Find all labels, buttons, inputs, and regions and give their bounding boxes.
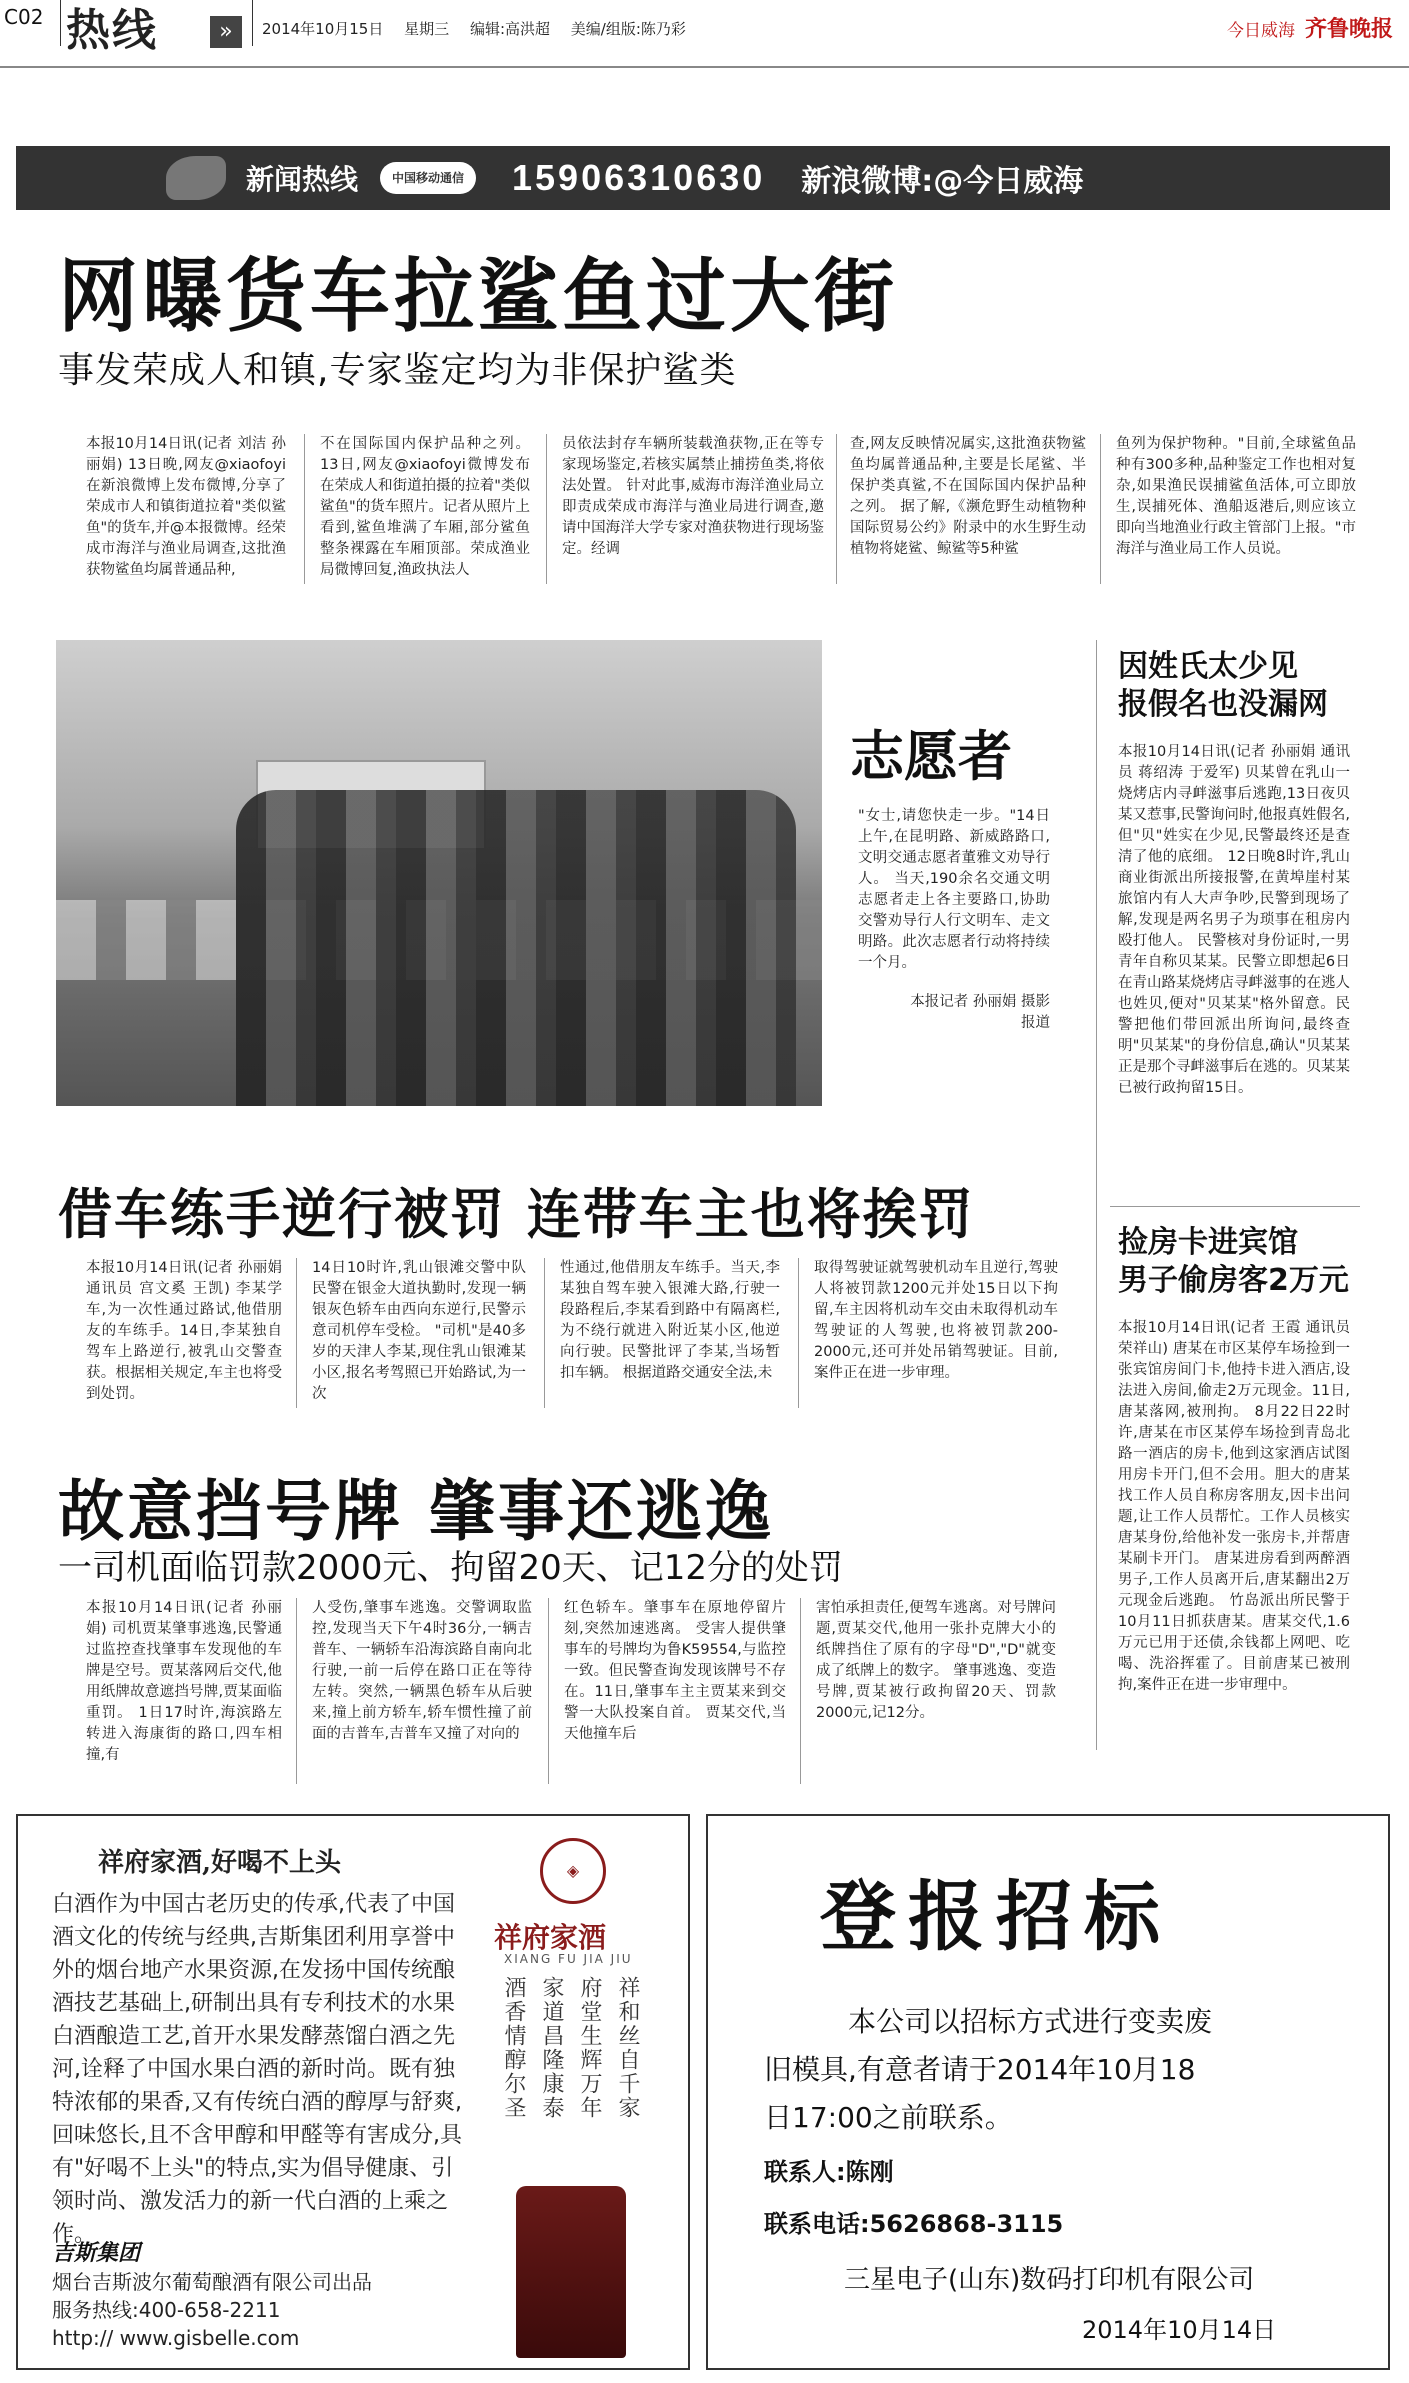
wine-ad bbox=[16, 1814, 690, 2370]
col-divider bbox=[798, 1258, 799, 1408]
section-label: 热线 bbox=[66, 5, 158, 56]
tender-line1: 本公司以招标方式进行变卖废 bbox=[848, 2005, 1213, 2038]
tender-line3: 日17:00之前联系。 bbox=[764, 2101, 1013, 2134]
sidebar-rule bbox=[1110, 1206, 1360, 1207]
hotline-label: 新闻热线 bbox=[246, 163, 359, 196]
section-arrow-icon: » bbox=[210, 16, 242, 48]
verse-col: 酒香情醇尔圣 bbox=[501, 1976, 526, 2120]
volunteer-caption: "女士,请您快走一步。"14日上午,在昆明路、新威路路口,文明交通志愿者董雅文劝导行人。 当天,190余名交通文明志愿者走上各主要路口,协助交警劝导行人行文明车、走文明路。此次志愿者行动将持续一个月。 bbox=[858, 808, 1050, 971]
wine-brand-pinyin: XIANG FU JIA JIU bbox=[504, 1952, 633, 1966]
col-divider bbox=[548, 1598, 549, 1784]
tender-company: 三星电子(山东)数码打印机有限公司 bbox=[844, 2265, 1255, 2295]
volunteer-title: 志愿者 bbox=[850, 725, 1012, 788]
story3-col1: 本报10月14日讯(记者 孙丽娟) 司机贾某肇事逃逸,民警通过监控查找肇事车发现他的车牌是空号。贾某落网后交代,他用纸牌故意遮挡号牌,贾某面临重罚。 1日17时许,海滨路左转进入海康街的路口,四车相撞,有 bbox=[86, 1600, 282, 1763]
sidebar1-title-line2: 报假名也没漏网 bbox=[1118, 687, 1328, 722]
verse-col: 府堂生辉万年 bbox=[577, 1976, 602, 2120]
sidebar2-title-line1: 捡房卡进宾馆 bbox=[1118, 1225, 1298, 1260]
brand-name: 齐鲁晚报 bbox=[1304, 17, 1393, 42]
col-divider bbox=[546, 434, 547, 584]
wine-company: 烟台吉斯波尔葡萄酿酒有限公司出品 bbox=[52, 2270, 372, 2294]
wine-service-line: 服务热线:400-658-2211 bbox=[52, 2298, 281, 2322]
phoenix-logo-icon bbox=[16, 146, 246, 210]
issue-meta bbox=[262, 18, 702, 39]
masthead-brand bbox=[1227, 12, 1393, 43]
verse-col: 祥和丝自千家 bbox=[615, 1976, 640, 2120]
page-folio: C02 bbox=[4, 5, 44, 29]
wine-brand-verse bbox=[498, 1976, 642, 2120]
wine-brand-name: 祥府家酒 bbox=[494, 1921, 607, 1954]
brand-sub: 今日威海 bbox=[1226, 21, 1295, 41]
tender-line2: 旧模具,有意者请于2014年10月18 bbox=[764, 2053, 1196, 2086]
tender-date: 2014年10月14日 bbox=[1082, 2316, 1277, 2344]
verse-col: 家道昌隆康泰 bbox=[539, 1976, 564, 2120]
wine-slogan: 祥府家酒,好喝不上头 bbox=[98, 1848, 342, 1878]
china-mobile-logo: 中国移动通信 bbox=[380, 162, 476, 194]
story1-col4: 查,网友反映情况属实,这批渔获物鲨鱼均属普通品种,主要是长尾鲨、半保护类真鲨,不在国际国内保护品种之列。 据了解,《濒危野生动植物种国际贸易公约》附录中的水生野生动植物将姥鲨、鲸鲨等5种鲨 bbox=[850, 436, 1086, 557]
story2-col3: 性通过,他借朋友车练手。当天,李某独自驾车驶入银滩大路,行驶一段路程后,李某看到路中有隔离栏,为不绕行就进入附近某小区,他逆向行驶。民警批评了李某,当场暂扣车辆。 根据道路交通安全法,未 bbox=[560, 1260, 780, 1381]
news-hotline-banner bbox=[16, 146, 1390, 210]
col-divider bbox=[296, 1598, 297, 1784]
col-divider bbox=[296, 1258, 297, 1408]
wine-seal-icon: ◈ bbox=[540, 1838, 606, 1904]
col-divider bbox=[544, 1258, 545, 1408]
tender-title: 登报招标 bbox=[820, 1872, 1172, 1961]
volunteer-photo bbox=[56, 640, 822, 1106]
hotline-phone: 15906310630 bbox=[512, 157, 766, 198]
issue-weekday: 星期三 bbox=[404, 20, 450, 38]
tender-contact: 联系人:陈刚 bbox=[764, 2158, 894, 2186]
story2-col1: 本报10月14日讯(记者 孙丽娟 通讯员 宫文奚 王凯) 李某学车,为一次性通过路试,他借朋友的车练手。14日,李某独自驾车上路逆行,被乳山交警查获。根据相关规定,车主也将受到处罚。 bbox=[86, 1260, 282, 1402]
design-credit: 美编/组版:陈乃彩 bbox=[570, 20, 686, 38]
sidebar2-title bbox=[1118, 1224, 1349, 1300]
story3-col2: 人受伤,肇事车逃逸。交警调取监控,发现当天下午4时36分,一辆吉普车、一辆轿车沿海滨路自南向北行驶,一前一后停在路口正在等待左转。突然,一辆黑色轿车从后驶来,撞上前方轿车,轿车惯性撞了前面的吉普车,吉普车又撞了对向的 bbox=[312, 1600, 532, 1742]
story3-headline: 故意挡号牌 肇事还逃逸 bbox=[58, 1473, 774, 1550]
sidebar1-title-line1: 因姓氏太少见 bbox=[1118, 649, 1298, 684]
hotline-weibo: 新浪微博:@今日威海 bbox=[801, 164, 1084, 199]
tender-ad bbox=[706, 1814, 1390, 2370]
wine-body: 白酒作为中国古老历史的传承,代表了中国酒文化的传统与经典,吉斯集团利用享誉中外的烟台地产水果资源,在发扬中国传统酿酒技艺基础上,研制出具有专利技术的水果白酒酿造工艺,首开水果发酵蒸馏白酒之先河,诠释了中国水果白酒的新时尚。既有独特浓郁的果香,又有传统白酒的醇厚与舒爽,回味悠长,且不含甲醇和甲醛等有害成分,具有"好喝不上头"的特点,实为倡导健康、引领时尚、激发活力的新一代白酒的上乘之作。 bbox=[52, 1892, 462, 2247]
story3-col4: 害怕承担责任,便驾车逃离。对号牌问题,贾某交代,他用一张扑克牌大小的纸牌挡住了原有的字母"D","D"就变成了纸牌上的数字。 肇事逃逸、变造号牌,贾某被行政拘留20天、罚款2000元,记12分。 bbox=[816, 1600, 1056, 1721]
col-divider bbox=[800, 1598, 801, 1784]
tender-phone: 联系电话:5626868-3115 bbox=[764, 2210, 1064, 2238]
sidebar-divider bbox=[1096, 640, 1097, 1750]
story2-headline: 借车练手逆行被罚 连带车主也将挨罚 bbox=[58, 1183, 975, 1246]
header-divider bbox=[252, 0, 253, 46]
section-tab bbox=[66, 0, 172, 62]
col-divider bbox=[836, 434, 837, 584]
gisi-group-logo: 吉斯集团 bbox=[52, 2241, 141, 2266]
story1-col3: 员依法封存车辆所装载渔获物,正在等专家现场鉴定,若核实属禁止捕捞鱼类,将依法处置。 针对此事,威海市海洋渔业局立即责成荣成市海洋与渔业局进行调查,邀请中国海洋大学专家对渔获物进行现场鉴定。经调 bbox=[562, 436, 824, 557]
col-divider bbox=[304, 434, 305, 584]
issue-date: 2014年10月15日 bbox=[262, 20, 384, 38]
folio-divider bbox=[60, 0, 61, 46]
sidebar1-body: 本报10月14日讯(记者 孙丽娟 通讯员 蒋绍涛 于爱军) 贝某曾在乳山一烧烤店内寻衅滋事后逃跑,13日夜贝某又惹事,民警询问时,他报真姓假名,但"贝"姓实在少见,民警最终还是查清了他的底细。 12日晚8时许,乳山商业街派出所接报警,在黄埠崖村某旅馆内有人大声争吵,民警到现场了解,发现是两名男子为琐事在租房内殴打他人。 民警核对身份证时,一男青年自称贝某某。民警立即想起6日在青山路某烧烤店寻衅滋事的在逃人也姓贝,便对"贝某某"格外留意。民警把他们带回派出所询问,最终查明"贝某某"的身份信息,确认"贝某某正是那个寻衅滋事后在逃的。贝某某已被行政拘留15日。 bbox=[1118, 744, 1350, 1096]
col-divider bbox=[1100, 434, 1101, 584]
story3-col3: 红色轿车。肇事车在原地停留片刻,突然加速逃离。 受害人提供肇事车的号牌均为鲁K59554,与监控一致。但民警查询发现该牌号不存在。11日,肇事车主主贾某来到交警一大队投案自首。 贾某交代,当天他撞车后 bbox=[564, 1600, 786, 1742]
story2-col4: 取得驾驶证就驾驶机动车且逆行,驾驶人将被罚款1200元并处15日以下拘留,车主因将机动车交由未取得机动车驾驶证的人驾驶,也将被罚款200-2000元,还可并处吊销驾驶证。目前,案件正在进一步审理。 bbox=[814, 1260, 1058, 1381]
sidebar2-title-line2: 男子偷房客2万元 bbox=[1118, 1263, 1349, 1298]
story1-subheadline: 事发荣成人和镇,专家鉴定均为非保护鲨类 bbox=[58, 350, 737, 391]
story1-col5: 鱼列为保护物种。"目前,全球鲨鱼品种有300多种,品种鉴定工作也相对复杂,如果渔民误捕鲨鱼活体,可立即放生,误捕死体、渔船返港后,则应该立即向当地渔业行政主管部门上报。"市海洋与渔业局工作人员说。 bbox=[1116, 436, 1356, 557]
story1-headline: 网曝货车拉鲨鱼过大街 bbox=[58, 250, 898, 343]
sidebar2-body: 本报10月14日讯(记者 王霞 通讯员 荣祥山) 唐某在市区某停车场捡到一张宾馆房间门卡,他持卡进入酒店,设法进入房间,偷走2万元现金。11日,唐某落网,被刑拘。 8月22日22时许,唐某在市区某停车场捡到青岛北路一酒店的房卡,他到这家酒店试图用房卡开门,但不会用。胆大的唐某找工作人员自称房客朋友,因卡出问题,让工作人员帮忙。工作人员核实唐某身份,给他补发一张房卡,并帮唐某刷卡开门。 唐某进房看到两醉酒男子,工作人员离开后,唐某翻出2万元现金后逃跑。 竹岛派出所民警于10月11日抓获唐某。唐某交代,1.6万元已用于还债,余钱都上网吧、吃喝、洗浴挥霍了。目前唐某已被刑拘,案件正在进一步审理中。 bbox=[1118, 1320, 1350, 1693]
editor-credit: 编辑:高洪超 bbox=[469, 20, 550, 38]
header-rule bbox=[0, 66, 1409, 68]
story1-col2: 不在国际国内保护品种之列。 13日,网友@xiaofoyi微博发布在荣成人和街道拍摄的拉着"类似鲨鱼"的货车照片。记者从照片上看到,鲨鱼堆满了车厢,部分鲨鱼整条裸露在车厢顶部。荣成渔业局微博回复,渔政执法人 bbox=[320, 436, 530, 578]
sidebar1-title bbox=[1118, 648, 1328, 724]
story1-col1: 本报10月14日讯(记者 刘洁 孙丽娟) 13日晚,网友@xiaofoyi在新浪微博上发布微博,分享了荣成市人和镇街道拉着"类似鲨鱼"的货车,并@本报微博。经荣成市海洋与渔业局调查,这批渔获物鲨鱼均属普通品种, bbox=[86, 436, 286, 578]
wine-bottle-image bbox=[516, 2186, 626, 2358]
crowd-shape bbox=[236, 790, 796, 1106]
wine-url: http:// www.gisbelle.com bbox=[52, 2326, 300, 2350]
story3-subheadline: 一司机面临罚款2000元、拘留20天、记12分的处罚 bbox=[58, 1548, 844, 1588]
volunteer-credit: 本报记者 孙丽娟 摄影报道 bbox=[910, 994, 1050, 1031]
story2-col2: 14日10时许,乳山银滩交警中队民警在银金大道执勤时,发现一辆银灰色轿车由西向东逆行,民警示意司机停车受检。 "司机"是40多岁的天津人李某,现住乳山银滩某小区,报名考驾照已开始路试,为一次 bbox=[312, 1260, 526, 1402]
